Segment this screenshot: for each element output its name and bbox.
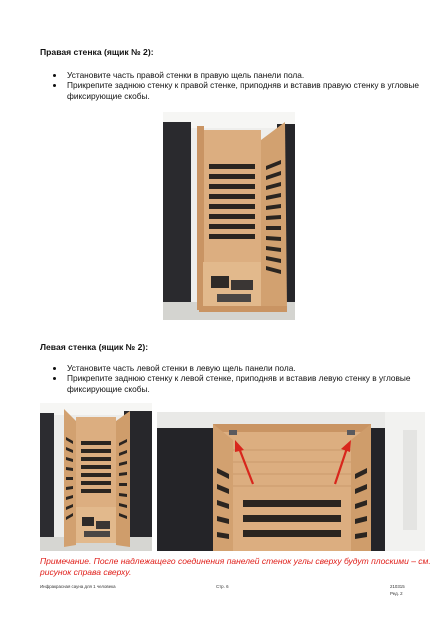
list-item: Установите часть правой стенки в правую щель панели пола. <box>40 70 435 80</box>
right-wall-photo <box>163 112 295 320</box>
footer-product-name: Инфракрасная сауна для 1 человека <box>40 584 116 589</box>
footer-revision: Ред. 2 <box>390 591 403 596</box>
installation-note: Примечание. После надлежащего соединения панелей стенок углы сверху будут плоскими – см. рисунок справа сверху. <box>40 556 431 577</box>
bullet-list-right-wall <box>40 70 435 101</box>
corner-closeup-photo <box>157 412 425 551</box>
footer-page-number: Стр. 6 <box>216 584 229 589</box>
list-item: Установите часть левой стенки в левую щель панели пола. <box>40 363 435 373</box>
section-heading-right-wall: Правая стенка (ящик № 2): <box>40 47 154 57</box>
footer-date: 210315 <box>390 584 405 589</box>
left-wall-photo <box>40 403 152 551</box>
list-item: Прикрепите заднюю стенку к левой стенке, приподняв и вставив левую стенку в угловые фиксирующие скобы. <box>40 373 435 394</box>
bullet-list-left-wall <box>40 363 435 394</box>
section-heading-left-wall: Левая стенка (ящик № 2): <box>40 342 149 352</box>
list-item: Прикрепите заднюю стенку к правой стенке, приподняв и вставив правую стенку в угловые фиксирующие скобы. <box>40 80 435 101</box>
